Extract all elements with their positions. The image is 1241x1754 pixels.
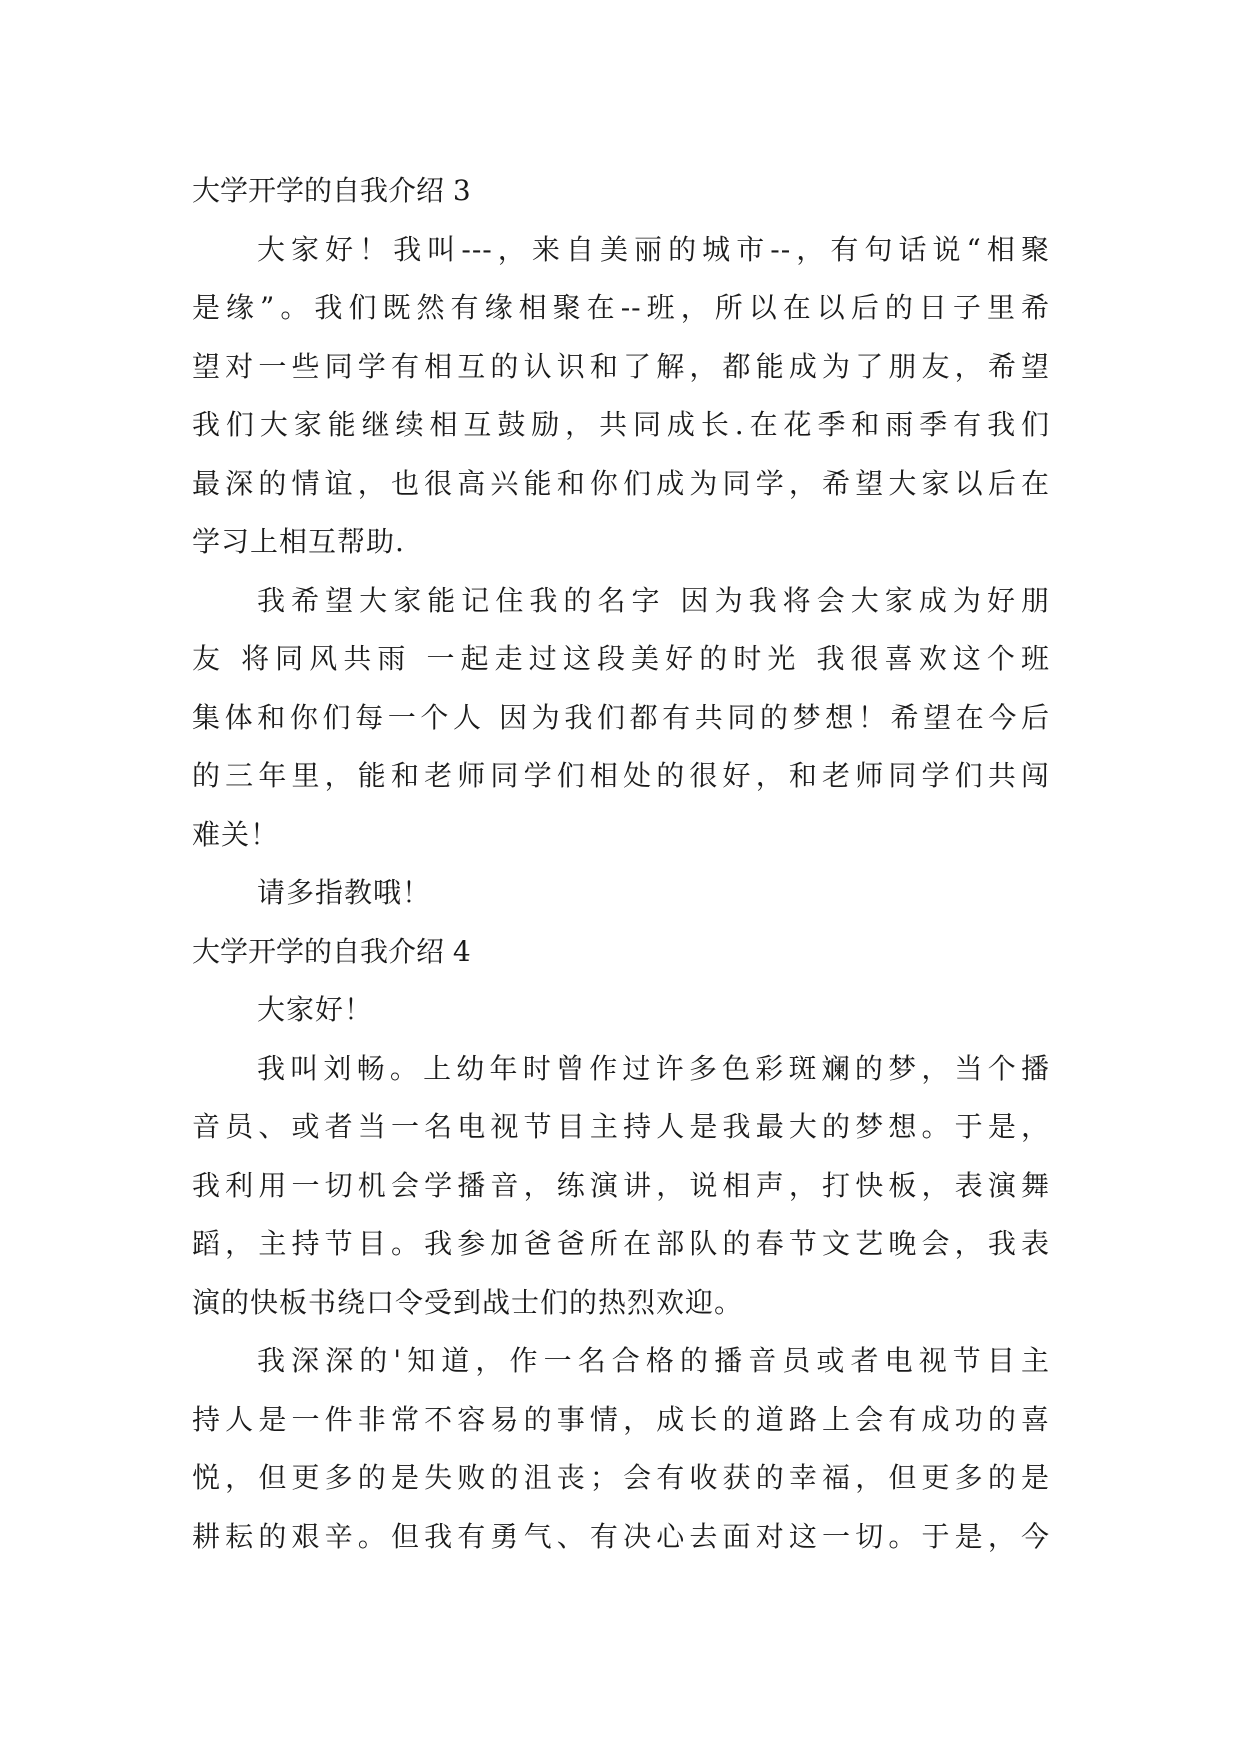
paragraph-line: 最深的情谊，也很高兴能和你们成为同学，希望大家以后在 — [192, 466, 1050, 500]
paragraph-line: 持人是一件非常不容易的事情，成长的道路上会有成功的喜 — [192, 1402, 1050, 1436]
paragraph — [192, 572, 1050, 865]
section-heading: 大学开学的自我介绍 3 — [192, 174, 471, 207]
paragraph-line: 我希望大家能记住我的名字 因为我将会大家成为好朋 — [257, 583, 1050, 617]
paragraph-line: 我们大家能继续相互鼓励，共同成长.在花季和雨季有我们 — [192, 408, 1050, 441]
paragraph-line: 集体和你们每一个人 因为我们都有共同的梦想！希望在今后 — [192, 700, 1050, 734]
paragraph-line: 演的快板书绕口令受到战士们的热烈欢迎。 — [192, 1285, 744, 1319]
paragraph-line: 我深深的'知道，作一名合格的播音员或者电视节目主 — [257, 1344, 1050, 1377]
paragraph-line: 是缘”。我们既然有缘相聚在--班，所以在以后的日子里希 — [192, 291, 1050, 324]
paragraph-line: 学习上相互帮助. — [192, 525, 405, 558]
paragraph-line: 的三年里，能和老师同学们相处的很好，和老师同学们共闯 — [192, 759, 1050, 792]
paragraph-line: 蹈，主持节目。我参加爸爸所在部队的春节文艺晚会，我表 — [192, 1227, 1050, 1260]
paragraph-line: 友 将同风共雨 一起走过这段美好的时光 我很喜欢这个班 — [192, 642, 1050, 675]
paragraph-line: 大家好！ — [257, 993, 374, 1026]
section-heading: 大学开学的自我介绍 4 — [192, 934, 471, 968]
paragraph-line: 请多指教哦！ — [257, 876, 432, 909]
paragraph-line: 难关！ — [192, 817, 280, 851]
paragraph — [192, 1040, 1050, 1333]
paragraph-line: 大家好！我叫---，来自美丽的城市--，有句话说“相聚 — [257, 232, 1050, 266]
paragraph-line: 音员、或者当一名电视节目主持人是我最大的梦想。于是， — [192, 1110, 1050, 1143]
paragraph — [192, 1332, 1050, 1566]
paragraph — [192, 981, 1050, 1040]
paragraph-line: 望对一些同学有相互的认识和了解，都能成为了朋友，希望 — [192, 349, 1050, 383]
paragraph — [192, 864, 1050, 923]
paragraph-line: 我利用一切机会学播音，练演讲，说相声，打快板，表演舞 — [192, 1168, 1050, 1202]
paragraph-line: 悦，但更多的是失败的沮丧；会有收获的幸福，但更多的是 — [192, 1461, 1050, 1494]
document-body — [192, 162, 1050, 1566]
paragraph — [192, 221, 1050, 572]
paragraph-line: 耕耘的艰辛。但我有勇气、有决心去面对这一切。于是，今 — [192, 1519, 1050, 1553]
paragraph-line: 我叫刘畅。上幼年时曾作过许多色彩斑斓的梦，当个播 — [257, 1051, 1050, 1085]
